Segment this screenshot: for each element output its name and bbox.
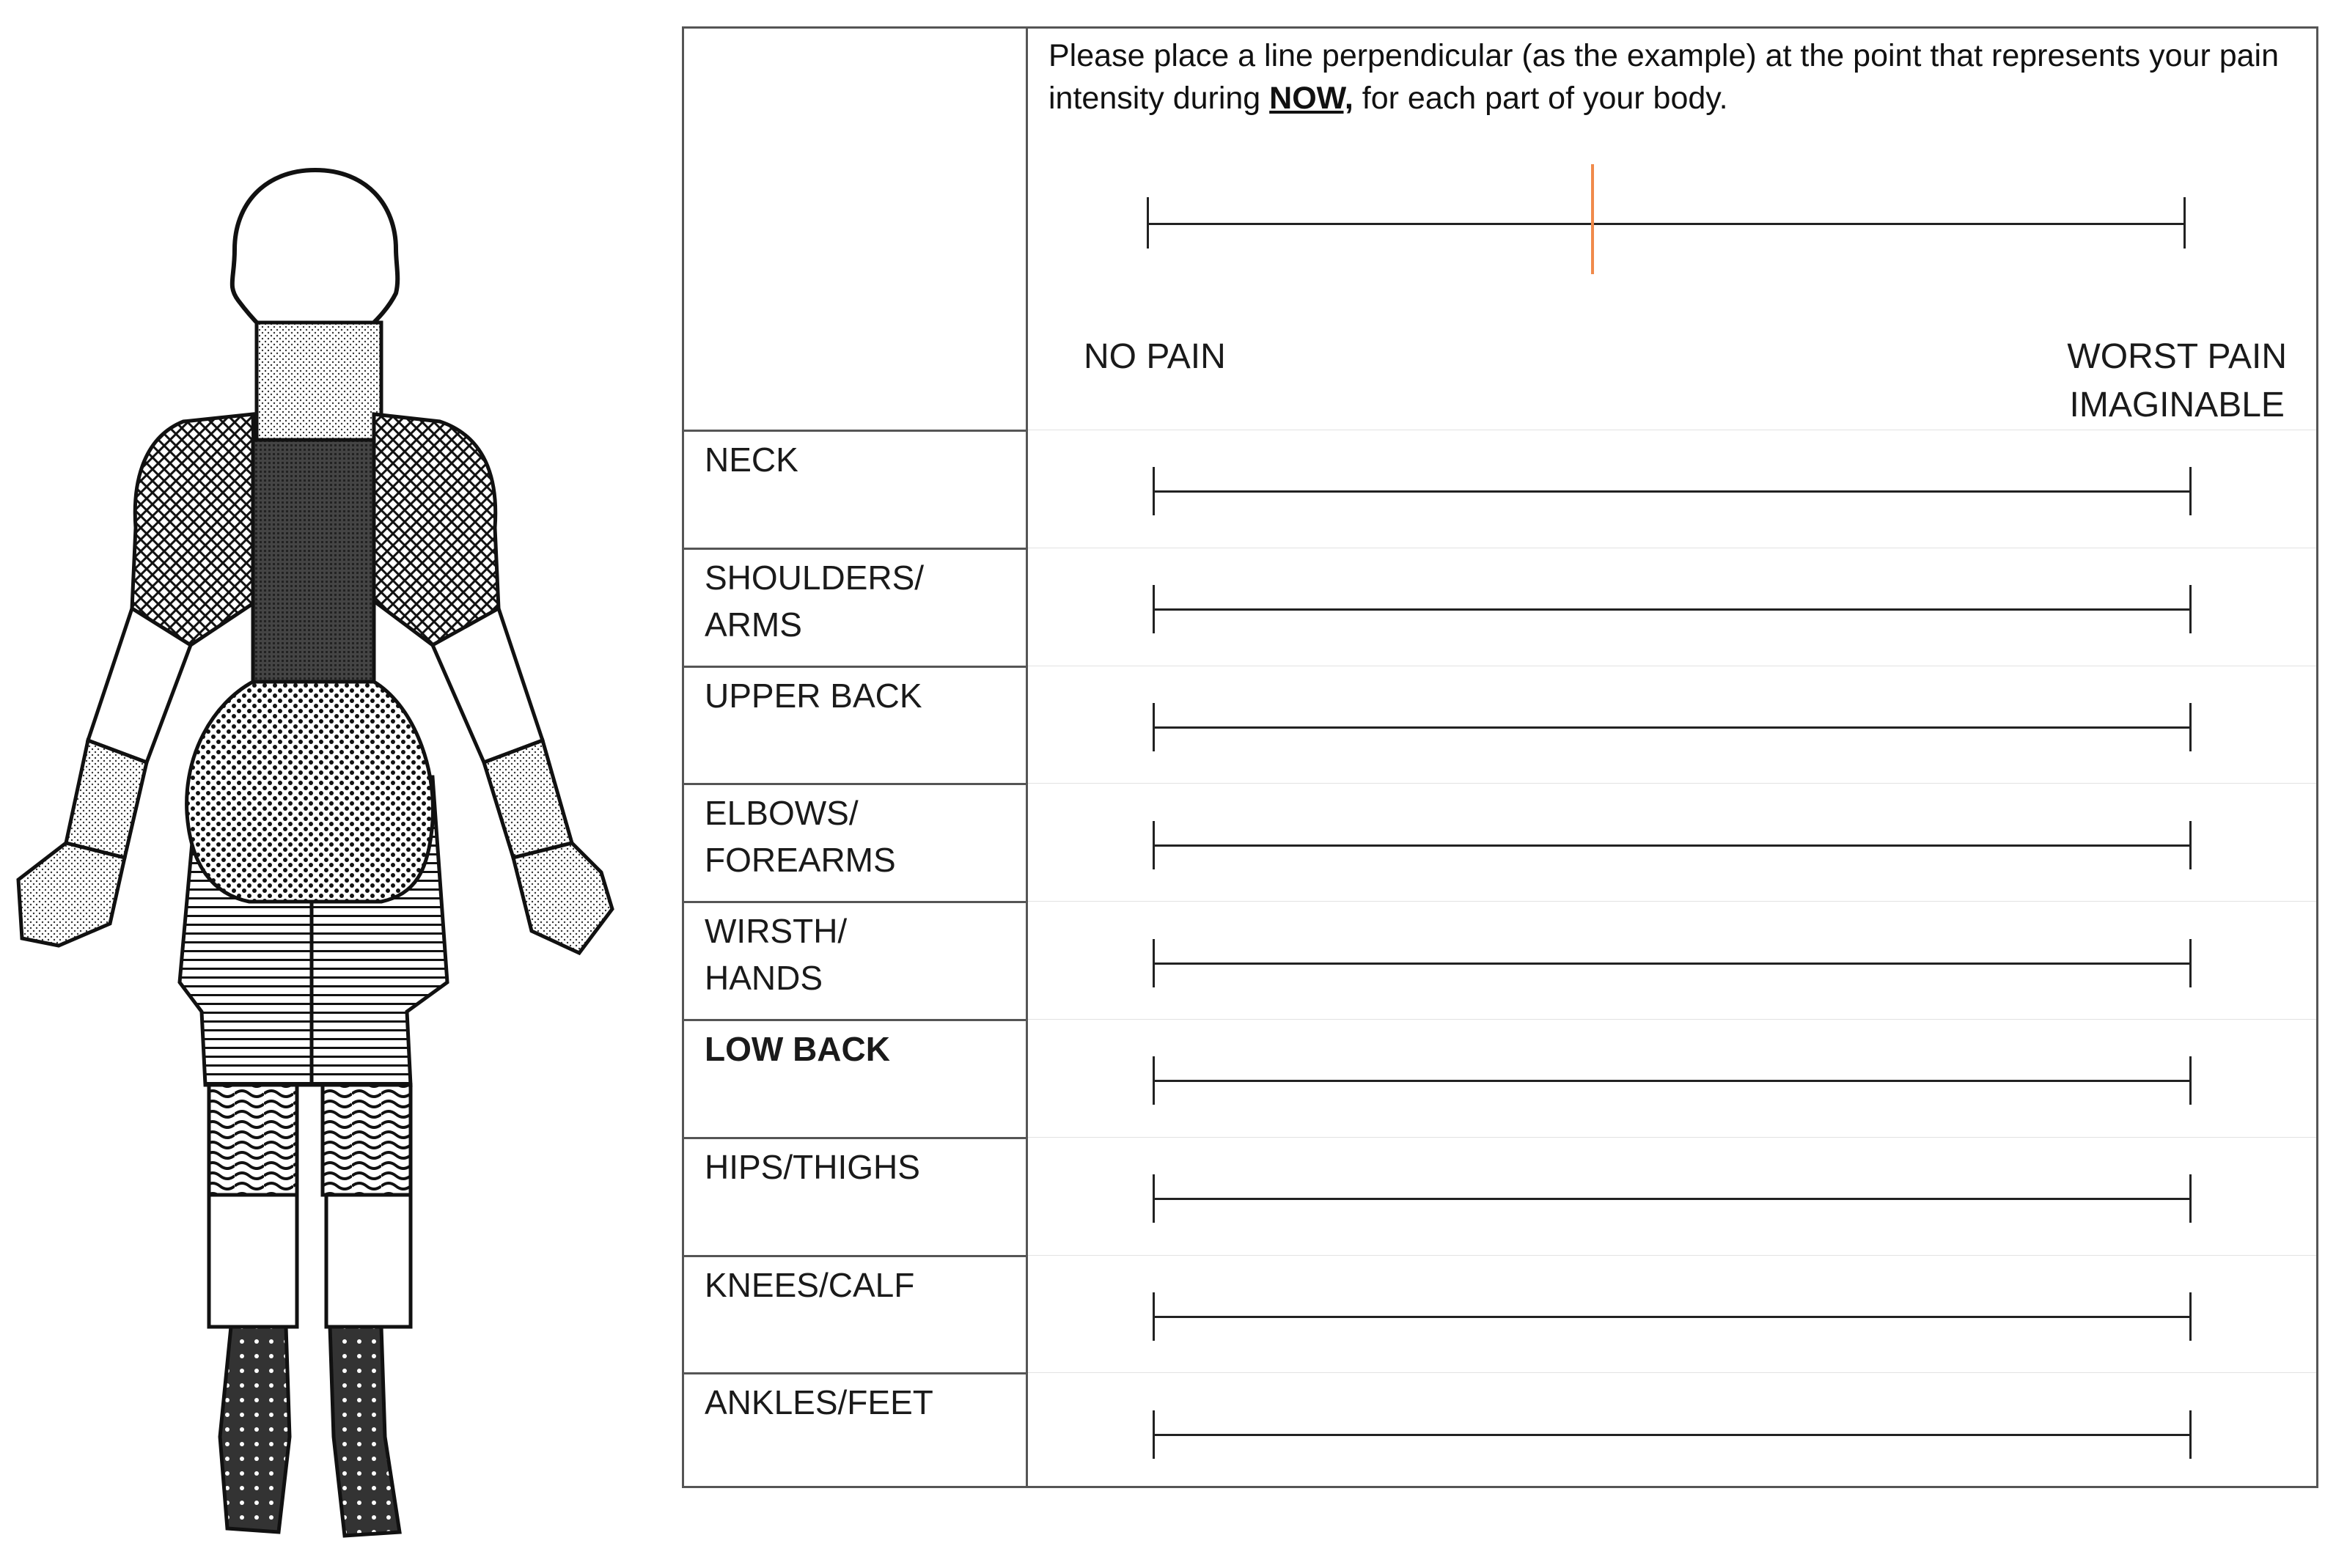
region-label: WIRSTH/ HANDS: [705, 912, 848, 998]
region-label-cell: [684, 1255, 1026, 1373]
neck-region: [257, 323, 381, 440]
example-scale-line: [1147, 223, 2183, 225]
pain-scale-line[interactable]: [1153, 1198, 2189, 1200]
pain-scale-line[interactable]: [1153, 1316, 2189, 1318]
scale-start-tick: [1153, 1174, 1155, 1223]
region-label: HIPS/THIGHS: [705, 1147, 920, 1186]
table-row: [684, 430, 2316, 548]
region-scale-cell[interactable]: [1028, 1372, 2316, 1490]
pain-scale-line[interactable]: [1153, 844, 2189, 847]
region-scale-cell[interactable]: [1028, 1019, 2316, 1137]
region-label-cell: [684, 430, 1026, 548]
left-forearm-region: [66, 740, 147, 858]
pain-scale-table: [682, 26, 2318, 1488]
upper-back-region: [253, 440, 374, 682]
region-label: LOW BACK: [705, 1030, 890, 1068]
pain-scale-line[interactable]: [1153, 490, 2189, 493]
scale-start-tick: [1153, 1410, 1155, 1459]
region-label: UPPER BACK: [705, 676, 922, 715]
region-scale-cell[interactable]: [1028, 548, 2316, 666]
right-shoulder-region: [374, 414, 499, 645]
region-label-cell: [684, 1137, 1026, 1255]
right-knee-region: [323, 1085, 411, 1195]
scale-start-tick: [1153, 1056, 1155, 1105]
worst-pain-anchor: [2067, 333, 2287, 430]
head-outline: [232, 170, 397, 326]
low-back-region: [187, 682, 433, 902]
region-label: NECK: [705, 441, 798, 479]
right-calf: [326, 1195, 411, 1327]
region-label: ELBOWS/ FOREARMS: [705, 794, 896, 880]
pain-scale-line[interactable]: [1153, 726, 2189, 729]
right-foot-region: [330, 1327, 400, 1536]
left-calf: [209, 1195, 297, 1327]
example-scale-end-tick: [2183, 197, 2186, 249]
region-label-cell: [684, 1372, 1026, 1490]
right-hand-region: [513, 843, 612, 953]
instructions-text: [1048, 34, 2310, 119]
scale-start-tick: [1153, 939, 1155, 987]
region-label-cell: [684, 666, 1026, 784]
scale-end-tick: [2189, 1410, 2192, 1459]
region-label-cell: [684, 783, 1026, 901]
scale-end-tick: [2189, 1292, 2192, 1341]
region-label-cell: [684, 901, 1026, 1019]
right-forearm-region: [484, 740, 572, 858]
table-row: [684, 1255, 2316, 1373]
region-label: ANKLES/FEET: [705, 1383, 933, 1422]
pain-scale-line[interactable]: [1153, 1434, 2189, 1436]
pain-scale-line[interactable]: [1153, 962, 2189, 965]
region-scale-cell[interactable]: [1028, 783, 2316, 901]
scale-end-tick: [2189, 1174, 2192, 1223]
table-row: [684, 1137, 2316, 1255]
example-mark: [1591, 164, 1594, 274]
instructions-header: [1028, 29, 2316, 430]
body-map-figure: [0, 0, 631, 1568]
table-row: [684, 783, 2316, 901]
no-pain-anchor: NO PAIN: [1084, 337, 1226, 376]
region-scale-cell[interactable]: [1028, 430, 2316, 548]
left-hand-region: [18, 843, 125, 946]
scale-end-tick: [2189, 585, 2192, 633]
instructions-after: for each part of your body.: [1353, 81, 1728, 116]
scale-end-tick: [2189, 467, 2192, 515]
table-row: [684, 901, 2316, 1019]
region-scale-cell[interactable]: [1028, 1255, 2316, 1373]
instructions-before: Please place a line perpendicular (as the example) at the point that represents your pain intensity during: [1048, 38, 2280, 116]
scale-start-tick: [1153, 467, 1155, 515]
worst-pain-anchor-line2: IMAGINABLE: [2069, 386, 2285, 424]
table-row: [684, 1019, 2316, 1137]
scale-start-tick: [1153, 821, 1155, 869]
scale-start-tick: [1153, 1292, 1155, 1341]
table-row: [684, 548, 2316, 666]
scale-start-tick: [1153, 703, 1155, 751]
pain-scale-line[interactable]: [1153, 1080, 2189, 1082]
region-scale-cell[interactable]: [1028, 1137, 2316, 1255]
left-shoulder-region: [132, 414, 257, 645]
scale-end-tick: [2189, 703, 2192, 751]
instructions-emphasis: NOW,: [1269, 81, 1354, 116]
region-label: KNEES/CALF: [705, 1265, 915, 1304]
region-label: SHOULDERS/ ARMS: [705, 558, 925, 644]
left-knee-region: [209, 1085, 297, 1195]
example-scale-start-tick: [1147, 197, 1149, 249]
left-foot-region: [220, 1327, 290, 1532]
region-label-cell: [684, 1019, 1026, 1137]
scale-start-tick: [1153, 585, 1155, 633]
region-scale-cell[interactable]: [1028, 666, 2316, 784]
worst-pain-anchor-line1: WORST PAIN: [2067, 337, 2287, 376]
region-label-cell: [684, 548, 1026, 666]
pain-scale-line[interactable]: [1153, 608, 2189, 611]
table-row: [684, 1372, 2316, 1490]
region-scale-cell[interactable]: [1028, 901, 2316, 1019]
scale-end-tick: [2189, 821, 2192, 869]
scale-end-tick: [2189, 939, 2192, 987]
table-row: [684, 666, 2316, 784]
scale-end-tick: [2189, 1056, 2192, 1105]
